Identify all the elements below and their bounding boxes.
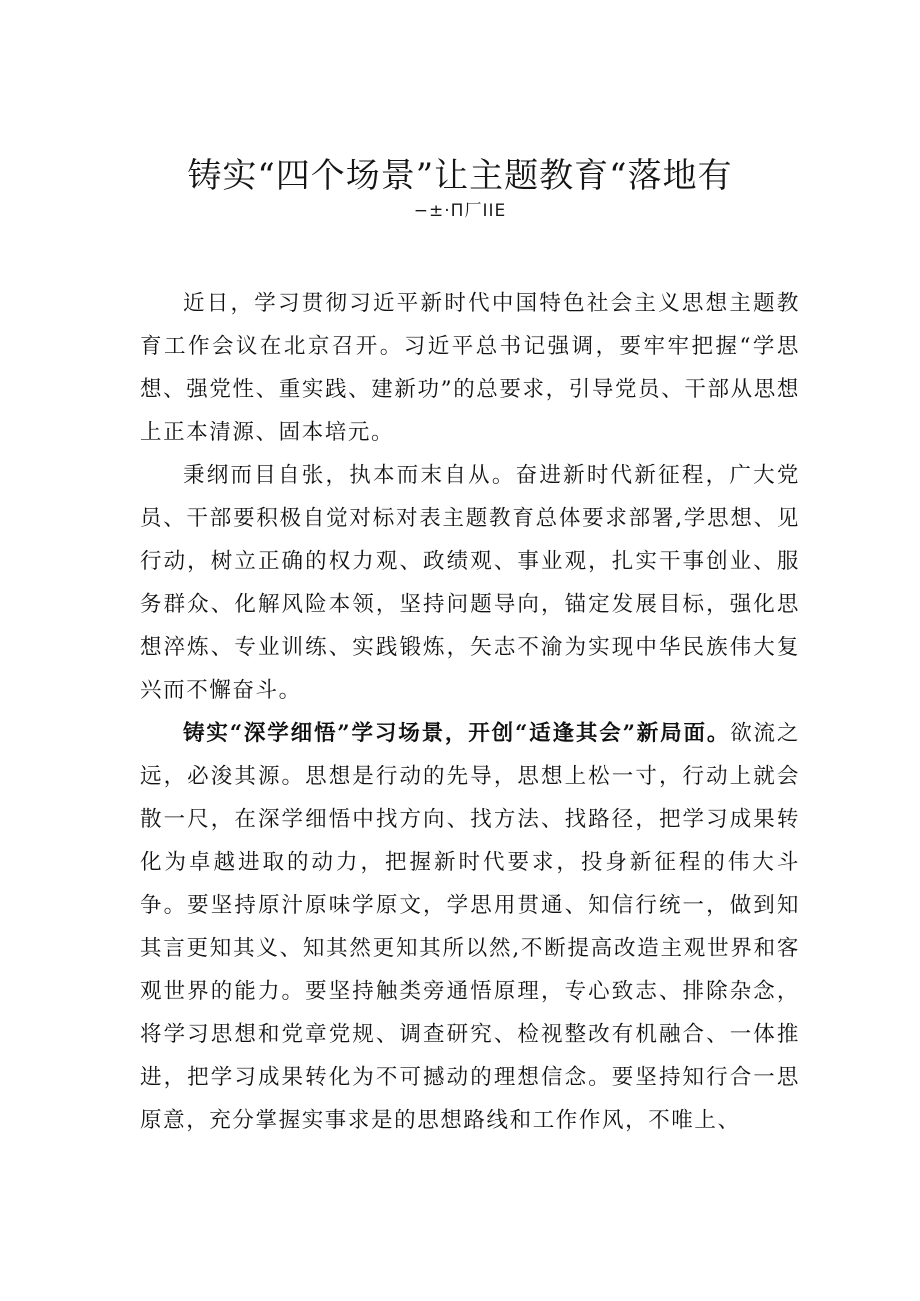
document-title: 铸实“四个场景”让主题教育“落地有 bbox=[187, 156, 733, 196]
paragraph-3 bbox=[140, 712, 800, 1142]
document-body bbox=[140, 282, 800, 1142]
document-subtitle: −±·Π厂IIE bbox=[413, 201, 507, 221]
paragraph-2-text: 秉纲而目自张，执本而末自从。奋进新时代新征程，广大党员、干部要积极自觉对标对表主题教育总体要求部署,学思想、见行动，树立正确的权力观、政绩观、事业观，扎实干事创业、服务群众、化解风险本领，坚持问题导向，锚定发展目标，强化思想淬炼、专业训练、实践锻炼，矢志不渝为实现中华民族伟大复兴而不懈奋斗。 bbox=[140, 463, 800, 703]
paragraph-3-heading: 铸实“深学细悟”学习场景，开创“适逢其会”新局面。 bbox=[183, 721, 731, 746]
paragraph-1-text: 近日，学习贯彻习近平新时代中国特色社会主义思想主题教育工作会议在北京召开。习近平总书记强调，要牢牢把握“学思想、强党性、重实践、建新功”的总要求，引导党员、干部从思想上正本清源、固本培元。 bbox=[140, 291, 800, 445]
paragraph-3-text: 欲流之远，必浚其源。思想是行动的先导，思想上松一寸，行动上就会散一尺，在深学细悟中找方向、找方法、找路径，把学习成果转化为卓越进取的动力，把握新时代要求，投身新征程的伟大斗争。要坚持原汁原味学原文，学思用贯通、知信行统一，做到知其言更知其义、知其然更知其所以然,不断提高改造主观世界和客观世界的能力。要坚持触类旁通悟原理，专心致志、排除杂念，将学习思想和党章党规、调查研究、检视整改有机融合、一体推进，把学习成果转化为不可撼动的理想信念。要坚持知行合一思原意，充分掌握实事求是的思想路线和工作作风，不唯上、 bbox=[140, 721, 800, 1133]
paragraph-1 bbox=[140, 282, 800, 454]
paragraph-2 bbox=[140, 454, 800, 712]
